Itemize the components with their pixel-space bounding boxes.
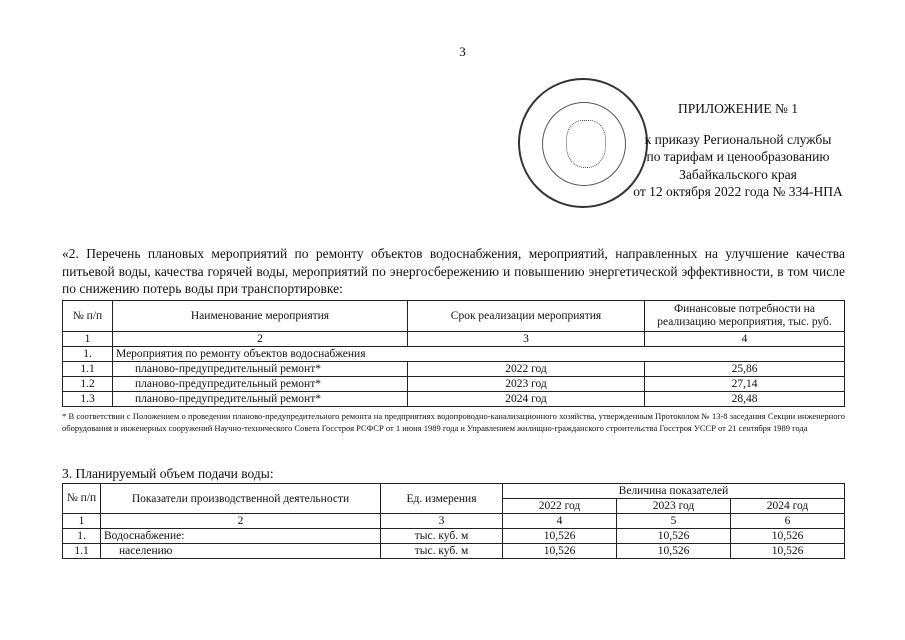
table-cell: 1	[63, 332, 113, 347]
table-cell: 2	[113, 332, 408, 347]
table-cell: 6	[731, 514, 845, 529]
table-cell: 1.3	[63, 392, 113, 407]
table-cell: 1.1	[63, 544, 101, 559]
coat-of-arms-icon	[566, 120, 606, 168]
footnote: * В соответствии с Положением о проведении планово-предупредительного ремонта на предприятиях водопроводно-канализационного хозяйства, утвержденным Протоколом № 13-8 заседания Секции инженерного оборудования и инженерных сооружений Научно-технического Совета Госстроя РСФСР от 1 июня 1989 года и Управлением жилищно-гражданского строительства Госстроя УССР от 21 сентября 1989 года	[62, 411, 845, 433]
table-cell: планово-предупредительный ремонт*	[113, 362, 408, 377]
header-cell: Ед. измерения	[381, 484, 503, 514]
column-number-row	[63, 514, 845, 529]
header-cell: Показатели производственной деятельности	[101, 484, 381, 514]
appendix-line: Забайкальского края	[679, 166, 797, 182]
table-cell: 10,526	[731, 529, 845, 544]
table-row	[63, 529, 845, 544]
page-number: 3	[459, 44, 466, 59]
repair-measures-table	[62, 300, 845, 407]
table-row	[63, 362, 845, 377]
header-cell: № п/п	[63, 301, 113, 332]
table-cell: 1.	[63, 529, 101, 544]
table-row	[63, 377, 845, 392]
table-cell: 3	[381, 514, 503, 529]
appendix-block	[618, 100, 858, 201]
water-supply-volume-table	[62, 483, 845, 559]
table-row	[63, 392, 845, 407]
table-cell: 1.1	[63, 362, 113, 377]
appendix-line: к приказу Региональной службы	[644, 131, 832, 147]
table-cell: тыс. куб. м	[381, 529, 503, 544]
table-cell: Мероприятия по ремонту объектов водоснабжения	[113, 347, 845, 362]
appendix-line: по тарифам и ценообразованию	[646, 149, 830, 164]
table-cell: 10,526	[503, 529, 617, 544]
table-cell: 1	[63, 514, 101, 529]
column-number-row	[63, 332, 845, 347]
header-cell: № п/п	[63, 484, 101, 514]
section-3-title: 3. Планируемый объем подачи воды:	[62, 466, 274, 481]
table-cell: Водоснабжение:	[101, 529, 381, 544]
table-row	[63, 347, 845, 362]
section-2-title: «2. Перечень плановых мероприятий по ремонту объектов водоснабжения, мероприятий, направленных на улучшение качества питьевой воды, качества горячей воды, мероприятий по энергосбережению и повышению энергетической эффективности, в том числе по снижению потерь воды при транспортировке:	[62, 246, 845, 296]
table-cell: 10,526	[731, 544, 845, 559]
table-cell: 25,86	[645, 362, 845, 377]
table-header-row	[63, 484, 845, 499]
table-cell: планово-предупредительный ремонт*	[113, 377, 408, 392]
table-cell: 2024 год	[408, 392, 645, 407]
table-header-row	[63, 301, 845, 332]
table-cell: 10,526	[617, 529, 731, 544]
header-cell: Срок реализации мероприятия	[408, 301, 645, 332]
table-cell: 2022 год	[408, 362, 645, 377]
header-cell: 2022 год	[503, 499, 617, 514]
appendix-title: ПРИЛОЖЕНИЕ № 1	[677, 101, 799, 116]
table-cell: 4	[645, 332, 845, 347]
table-cell: 10,526	[503, 544, 617, 559]
table-cell: 5	[617, 514, 731, 529]
table-cell: 3	[408, 332, 645, 347]
table-cell: населению	[101, 544, 381, 559]
table-cell: 2023 год	[408, 377, 645, 392]
table-cell: 1.2	[63, 377, 113, 392]
table-cell: 27,14	[645, 377, 845, 392]
table-cell: 4	[503, 514, 617, 529]
header-cell: 2023 год	[617, 499, 731, 514]
table-cell: 10,526	[617, 544, 731, 559]
appendix-line: от 12 октября 2022 года № 334-НПА	[633, 184, 843, 199]
table-cell: тыс. куб. м	[381, 544, 503, 559]
header-cell: Величина показателей	[503, 484, 845, 499]
table-row	[63, 544, 845, 559]
table-cell: планово-предупредительный ремонт*	[113, 392, 408, 407]
header-cell: Наименование мероприятия	[113, 301, 408, 332]
table-cell: 1.	[63, 347, 113, 362]
header-cell: Финансовые потребности на реализацию мероприятия, тыс. руб.	[645, 301, 845, 332]
header-cell: 2024 год	[731, 499, 845, 514]
table-cell: 2	[101, 514, 381, 529]
table-cell: 28,48	[645, 392, 845, 407]
